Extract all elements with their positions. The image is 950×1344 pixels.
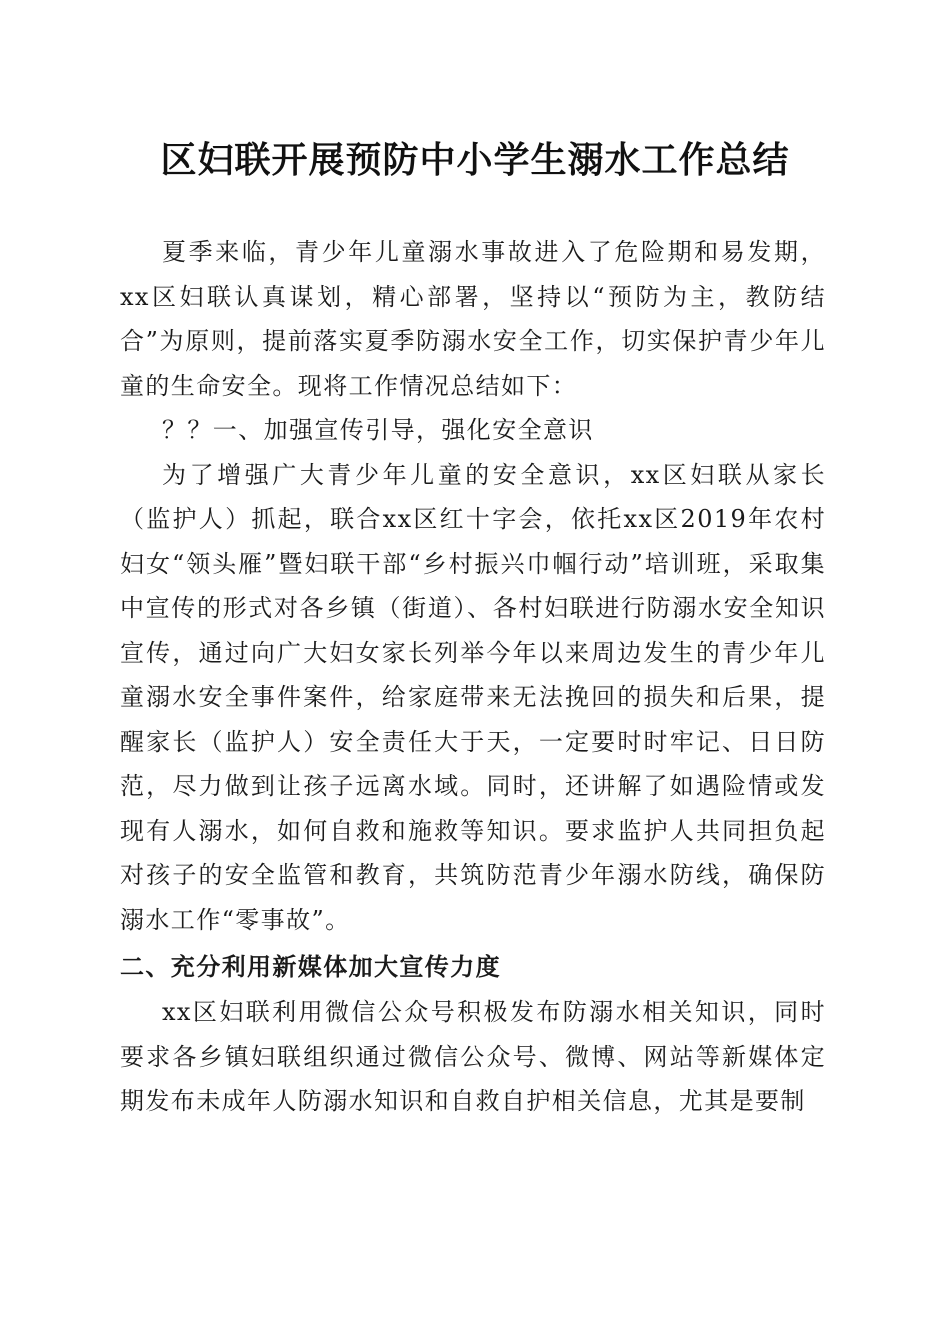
section-1-paragraph: 为了增强广大青少年儿童的安全意识，xx区妇联从家长（监护人）抓起，联合xx区红十字会，依托xx区2019年农村妇女“领头雁”暨妇联干部“乡村振兴巾帼行动”培训班，采取集中宣传的形式对各乡镇（街道）、各村妇联进行防溺水安全知识宣传，通过向广大妇女家长列举今年以来周边发生的青少年儿童溺水安全事件案件，给家庭带来无法挽回的损失和后果，提醒家长（监护人）安全责任大于天，一定要时时牢记、日日防范，尽力做到让孩子远离水域。同时，还讲解了如遇险情或发现有人溺水，如何自救和施救等知识。要求监护人共同担负起对孩子的安全监管和教育，共筑防范青少年溺水防线，确保防溺水工作“零事故”。 [120,460,826,934]
document-title: 区妇联开展预防中小学生溺水工作总结 [160,139,790,181]
intro-paragraph: 夏季来临，青少年儿童溺水事故进入了危险期和易发期，xx区妇联认真谋划，精心部署，坚持以“预防为主，教防结合”为原则，提前落实夏季防溺水安全工作，切实保护青少年儿童的生命安全。现将工作情况总结如下： [120,238,826,400]
section-heading-1: ？？一、加强宣传引导，强化安全意识 [162,416,594,444]
section-2-paragraph: xx区妇联利用微信公众号积极发布防溺水相关知识，同时要求各乡镇妇联组织通过微信公众号、微博、网站等新媒体定期发布未成年人防溺水知识和自救自护相关信息，尤其是要制 [120,998,826,1115]
document-body [120,230,826,1124]
section-heading-2: 二、充分利用新媒体加大宣传力度 [120,953,501,981]
